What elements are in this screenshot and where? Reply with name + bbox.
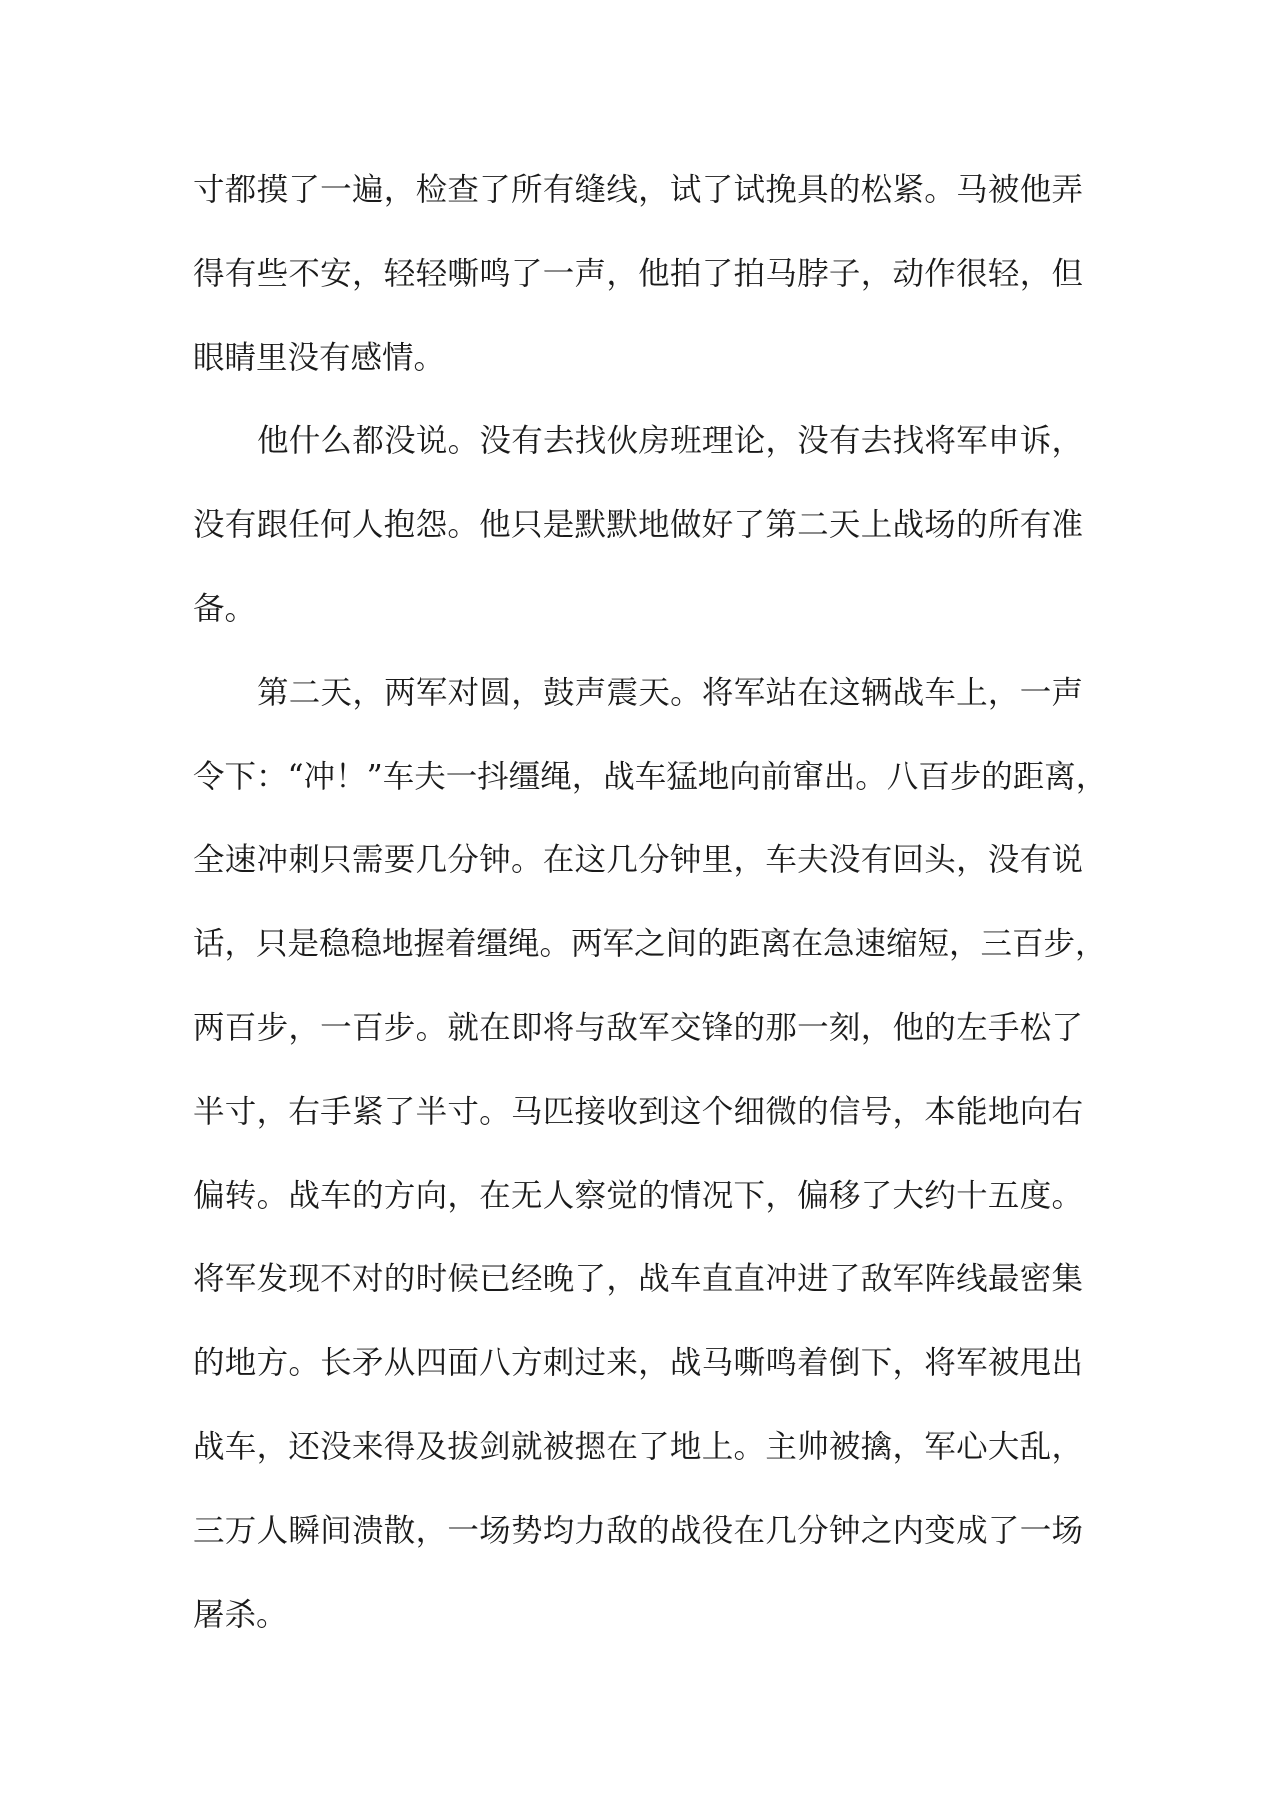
paragraph-1-line-1: 寸都摸了一遍，检查了所有缝线，试了试挽具的松紧。马被他弄 bbox=[193, 172, 1083, 208]
paragraph-2-line-3: 备。 bbox=[193, 590, 257, 627]
paragraph-1-line-3: 眼睛里没有感情。 bbox=[193, 339, 446, 376]
body-text bbox=[193, 165, 1108, 1673]
paragraph-3-line-3: 全速冲刺只需要几分钟。在这几分钟里，车夫没有回头，没有说 bbox=[193, 842, 1083, 879]
paragraph-2-line-1: 他什么都没说。没有去找伙房班理论，没有去找将军申诉， bbox=[257, 423, 1083, 460]
paragraph-3-line-6: 半寸，右手紧了半寸。马匹接收到这个细微的信号，本能地向右 bbox=[193, 1093, 1083, 1130]
paragraph-3-line-10: 战车，还没来得及拔剑就被摁在了地上。主帅被擒，军心大乱， bbox=[193, 1428, 1083, 1465]
paragraph-3-line-5: 两百步，一百步。就在即将与敌军交锋的那一刻，他的左手松了 bbox=[193, 1009, 1083, 1046]
paragraph-3-line-8: 将军发现不对的时候已经晚了，战车直直冲进了敌军阵线最密集 bbox=[193, 1261, 1083, 1298]
paragraph-3-line-7: 偏转。战车的方向，在无人察觉的情况下，偏移了大约十五度。 bbox=[193, 1177, 1083, 1214]
paragraph-3-line-9: 的地方。长矛从四面八方刺过来，战马嘶鸣着倒下，将军被甩出 bbox=[193, 1345, 1083, 1382]
paragraph-2-line-2: 没有跟任何人抱怨。他只是默默地做好了第二天上战场的所有准 bbox=[193, 507, 1083, 544]
paragraph-3-line-4: 话，只是稳稳地握着缰绳。两军之间的距离在急速缩短，三百步， bbox=[193, 926, 1107, 963]
paragraph-3-line-11: 三万人瞬间溃散，一场势均力敌的战役在几分钟之内变成了一场 bbox=[193, 1512, 1083, 1549]
paragraph-3-line-1: 第二天，两军对圆，鼓声震天。将军站在这辆战车上，一声 bbox=[257, 674, 1083, 711]
paragraph-3-line-2: 令下：“冲！”车夫一抖缰绳，战车猛地向前窜出。八百步的距离， bbox=[193, 758, 1108, 795]
paragraph-3-line-12: 屠杀。 bbox=[193, 1596, 288, 1633]
paragraph-1-line-2: 得有些不安，轻轻嘶鸣了一声，他拍了拍马脖子，动作很轻，但 bbox=[193, 255, 1083, 292]
